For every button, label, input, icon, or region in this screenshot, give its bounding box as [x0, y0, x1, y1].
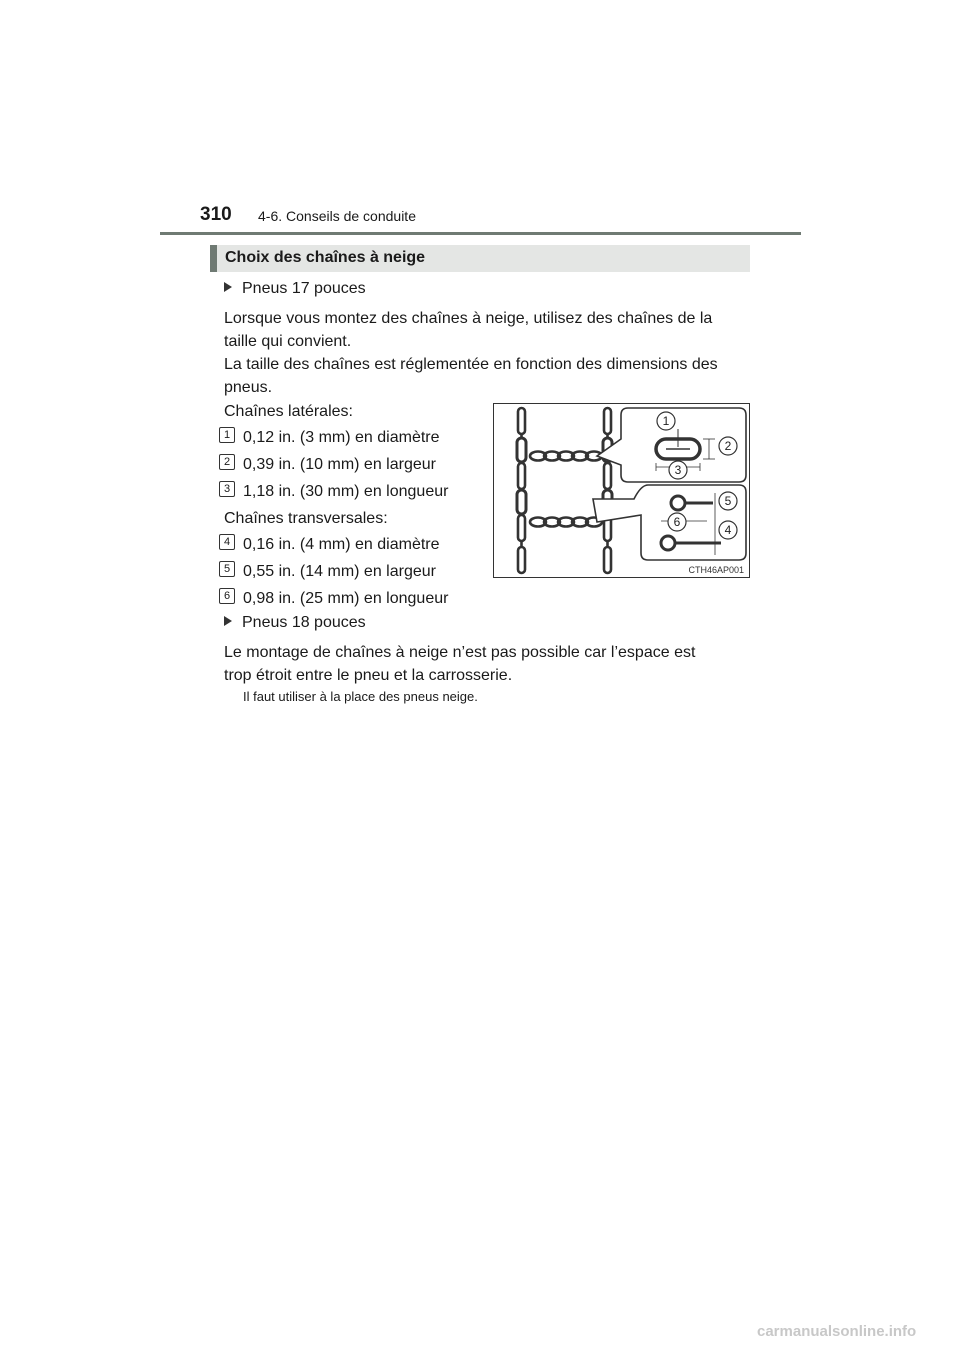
watermark: carmanualsonline.info [757, 1323, 917, 1340]
callout-number-5-icon: 5 [219, 561, 235, 577]
section-title-bar [210, 245, 750, 272]
callout-number-2-icon: 2 [219, 454, 235, 470]
callout-number-6-icon: 6 [219, 588, 235, 604]
triangle-bullet-icon [224, 616, 232, 626]
callout-6: 6 [673, 515, 681, 529]
para-line: trop étroit entre le pneu et la carrosserie. [224, 667, 513, 684]
spec-cross-length: 0,98 in. (25 mm) en longueur [243, 590, 449, 607]
section-title: Choix des chaînes à neige [225, 249, 426, 266]
callout-2: 2 [724, 439, 732, 453]
heading-tires-18-text: Pneus 18 pouces [242, 614, 366, 631]
section-path: 4-6. Conseils de conduite [258, 208, 416, 224]
para-line: La taille des chaînes est réglementée en fonction des dimensions des [224, 356, 718, 373]
note-use-snow-tires: Il faut utiliser à la place des pneus neige. [243, 689, 478, 704]
spec-side-diameter: 0,12 in. (3 mm) en diamètre [243, 429, 440, 446]
heading-tires-17 [224, 280, 366, 298]
callout-4: 4 [724, 523, 732, 537]
spec-cross-width: 0,55 in. (14 mm) en largeur [243, 563, 436, 580]
chain-column-right [603, 408, 612, 573]
spec-side-width: 0,39 in. (10 mm) en largeur [243, 456, 436, 473]
heading-tires-17-text: Pneus 17 pouces [242, 280, 366, 297]
para-line: pneus. [224, 379, 273, 396]
figure-code: CTH46AP001 [688, 565, 744, 575]
callout-number-3-icon: 3 [219, 481, 235, 497]
paragraph-chain-size [224, 307, 745, 399]
callout-number-1-icon: 1 [219, 427, 235, 443]
spec-cross-diameter: 0,16 in. (4 mm) en diamètre [243, 536, 440, 553]
paragraph-no-chains [224, 641, 745, 687]
spec-side-length: 1,18 in. (30 mm) en longueur [243, 483, 449, 500]
triangle-bullet-icon [224, 282, 232, 292]
snow-chain-diagram [493, 403, 750, 578]
para-line: Lorsque vous montez des chaînes à neige, utilisez des chaînes de la [224, 310, 713, 327]
para-line: taille qui convient. [224, 333, 352, 350]
callout-3: 3 [674, 463, 682, 477]
heading-tires-18 [224, 614, 366, 632]
page-number: 310 [200, 204, 232, 225]
chain-column-left [517, 408, 526, 573]
callout-5: 5 [724, 494, 732, 508]
callout-1: 1 [662, 414, 670, 428]
side-chains-label: Chaînes latérales: [224, 403, 353, 420]
para-line: Le montage de chaînes à neige n’est pas possible car l’espace est [224, 644, 696, 661]
callout-number-4-icon: 4 [219, 534, 235, 550]
header-rule [160, 232, 801, 235]
cross-chains-label: Chaînes transversales: [224, 510, 388, 527]
